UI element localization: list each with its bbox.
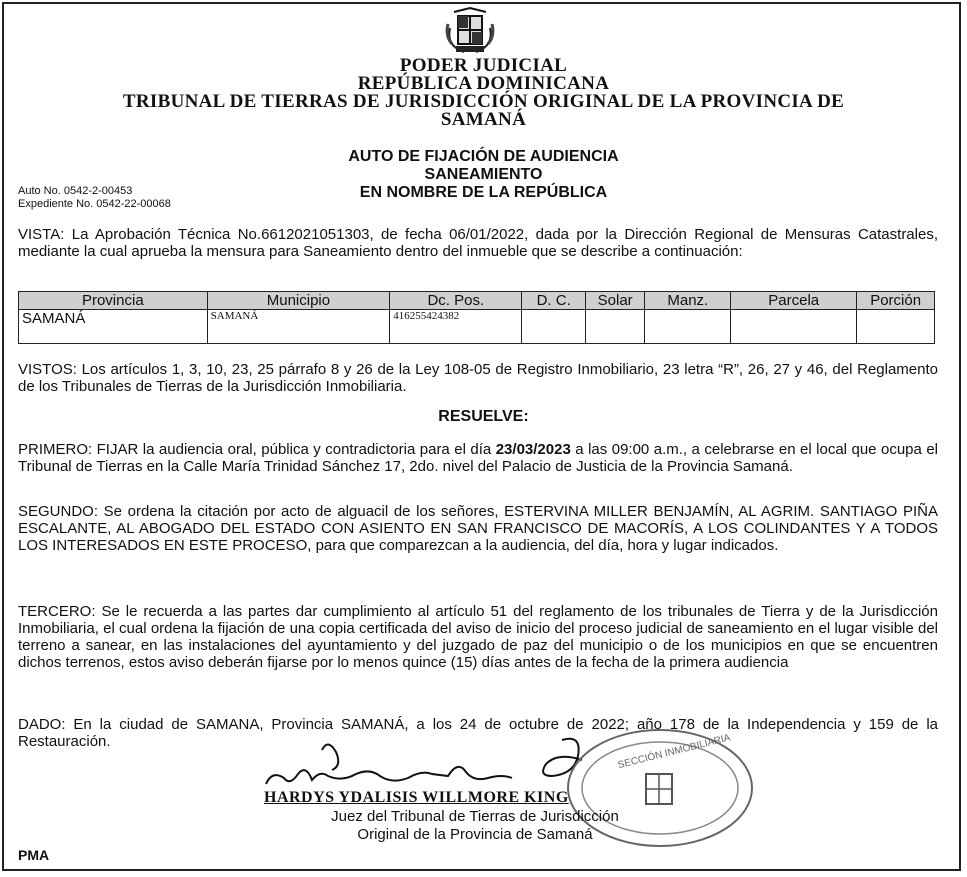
cell-dc: [522, 310, 586, 344]
dado-paragraph: DADO: En la ciudad de SAMANA, Provincia SAMANÁ, a los 24 de octubre de 2022; año 178 de la Independencia y 159 de la Restauración.: [18, 716, 938, 750]
judge-name: HARDYS YDALISIS WILLMORE KING: [264, 789, 569, 806]
col-parcela: Parcela: [731, 292, 857, 310]
primero-text-end: a las 09:00 a.m., a celebrarse en el local que ocupa el Tribunal de Tierras en la Calle María Trinidad Sánchez 17, 2do. nivel del Palacio de Justicia de la Provincia Samaná.: [18, 441, 938, 475]
header-samana: SAMANÁ: [440, 109, 527, 130]
col-provincia: Provincia: [19, 292, 208, 310]
vistos-paragraph: VISTOS: Los artículos 1, 3, 10, 23, 25 párrafo 8 y 26 de la Ley 108-05 de Registro Inmobiliario, 23 letra “R”, 26, 27 y 46, del Reglamento de los Tribunales de Tierras de la Jurisdicción Inmobiliaria.: [18, 361, 938, 395]
tercero-paragraph: TERCERO: Se le recuerda a las partes dar cumplimiento al artículo 51 del reglamento de los tribunales de Tierra y de la Jurisdicción Inmobiliaria, el cual ordena la fijación de una copia certificada del aviso de inicio del proceso judicial de saneamiento en el lugar visible del terreno a sanear, en las instalaciones del ayuntamiento y del juzgado de paz del municipio o de los municipios en que se encuentren dichos terrenos, estos aviso deberán fijarse por lo menos quince (15) días antes de la fecha de la primera audiencia: [18, 603, 938, 671]
cell-solar: [585, 310, 645, 344]
cell-provincia: SAMANÁ: [19, 310, 208, 344]
expediente-number: Expediente No. 0542-22-00068: [18, 198, 171, 210]
cell-porcion: [857, 310, 935, 344]
table-header-row: [19, 292, 935, 310]
header-republica: REPÚBLICA DOMINICANA: [357, 73, 610, 94]
cell-parcela: [731, 310, 857, 344]
initials: PMA: [18, 847, 50, 863]
table-row: [19, 310, 935, 344]
doc-subtitle: SANEAMIENTO: [424, 166, 543, 183]
col-porcion: Porción: [857, 292, 935, 310]
resuelve-heading: RESUELVE:: [438, 408, 529, 425]
judge-role-line1: Juez del Tribunal de Tierras de Jurisdicción: [331, 808, 619, 825]
cell-municipio: SAMANÁ: [207, 310, 390, 344]
col-manz: Manz.: [645, 292, 731, 310]
segundo-paragraph: SEGUNDO: Se ordena la citación por acto de alguacil de los señores, ESTERVINA MILLER BENJAMÍN, AL AGRIM. SANTIAGO PIÑA ESCALANTE, AL ABOGADO DEL ESTADO CON ASIENTO EN SAN FRANCISCO DE MACORÍS, A LOS COLINDANTES Y A TODOS LOS INTERESADOS EN ESTE PROCESO, para que comparezcan a la audiencia, del día, hora y lugar indicados.: [18, 503, 938, 554]
judge-role-line2: Original de la Provincia de Samaná: [357, 826, 593, 843]
col-dc: D. C.: [522, 292, 586, 310]
coat-of-arms-emblem: [444, 6, 496, 56]
col-dc-pos: Dc. Pos.: [390, 292, 522, 310]
header-tribunal: TRIBUNAL DE TIERRAS DE JURISDICCIÓN ORIGINAL DE LA PROVINCIA DE: [122, 91, 845, 112]
col-municipio: Municipio: [207, 292, 390, 310]
doc-title: AUTO DE FIJACIÓN DE AUDIENCIA: [348, 148, 619, 165]
col-solar: Solar: [585, 292, 645, 310]
auto-number: Auto No. 0542-2-00453: [18, 185, 133, 197]
vista-paragraph: VISTA: La Aprobación Técnica No.6612021051303, de fecha 06/01/2022, dada por la Dirección Regional de Mensuras Catastrales, mediante la cual aprueba la mensura para Saneamiento dentro del inmueble que se describe a continuación:: [18, 226, 938, 260]
cell-dc-pos: 416255424382: [390, 310, 522, 344]
hearing-date: 23/03/2023: [495, 441, 571, 458]
primero-paragraph: [18, 441, 938, 475]
property-table: [18, 291, 935, 344]
cell-manz: [645, 310, 731, 344]
doc-heading-nombre: EN NOMBRE DE LA REPÚBLICA: [359, 184, 608, 201]
header-poder-judicial: PODER JUDICIAL: [399, 55, 568, 76]
primero-text-start: PRIMERO: FIJAR la audiencia oral, pública y contradictoria para el día: [18, 441, 496, 458]
stamp-text: SECCIÓN INMOBILIARIA: [616, 732, 732, 772]
